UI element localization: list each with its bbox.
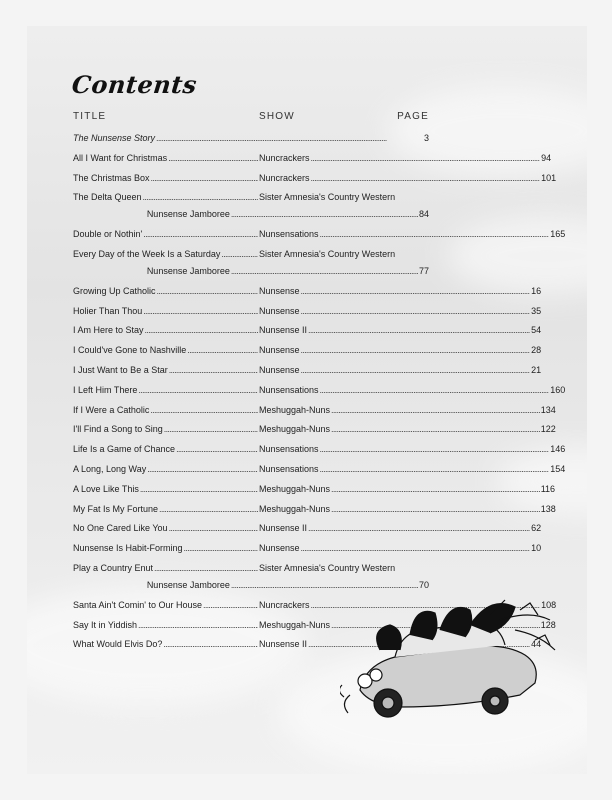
leader-dots: [301, 283, 531, 300]
entry-show: Nunsense: [259, 543, 300, 554]
entry-show: Nunsensations: [259, 384, 319, 395]
entry-page: 154: [550, 463, 566, 474]
entry-show: Nunsense: [259, 285, 300, 296]
table-row: [73, 461, 566, 478]
entry-show: Meshuggah-Nuns: [259, 424, 331, 435]
entry-title: Double or Nothin': [73, 229, 143, 240]
entry-page: 70: [418, 579, 429, 590]
entry-page: 116: [540, 483, 556, 494]
entry-title: No One Cared Like You: [73, 523, 168, 534]
entry-show: Meshuggah-Nuns: [259, 483, 331, 494]
entry-show-continued: Nunsense Jamboree: [146, 265, 230, 276]
entry-page: 94: [541, 152, 552, 163]
entry-page: 10: [531, 543, 542, 554]
leader-dots: [143, 189, 258, 206]
leader-dots: [176, 441, 258, 458]
table-row: [73, 362, 542, 379]
leader-dots: [138, 382, 258, 399]
entry-title: Every Day of the Week Is a Saturday: [73, 248, 221, 259]
table-row: [73, 226, 566, 243]
leader-dots: [151, 170, 258, 187]
entry-show: Meshuggah-Nuns: [259, 503, 331, 514]
leader-dots: [145, 322, 258, 339]
entry-page: 134: [540, 404, 556, 415]
entry-page: 21: [531, 364, 542, 375]
column-header-page: PAGE: [397, 111, 429, 122]
table-row: [73, 421, 556, 438]
entry-page: 101: [541, 172, 557, 183]
entry-title: Nunsense Is Habit-Forming: [73, 543, 183, 554]
table-row: [73, 520, 542, 537]
entry-show-continued: Nunsense Jamboree: [146, 579, 230, 590]
table-row: [73, 150, 552, 167]
entry-title: If I Were a Catholic: [73, 404, 150, 415]
table-row: [73, 501, 556, 518]
entry-page: 84: [418, 209, 429, 220]
entry-show: Nunsense II: [259, 523, 308, 534]
entry-show: Nuncrackers: [259, 599, 310, 610]
leader-dots: [168, 150, 258, 167]
leader-dots: [157, 283, 258, 300]
entry-page: 62: [531, 523, 542, 534]
leader-dots: [301, 362, 531, 379]
leader-dots: [301, 303, 531, 320]
table-row: [73, 189, 429, 223]
entry-title: Play a Country Enut: [73, 562, 154, 573]
entry-title: I Could've Gone to Nashville: [73, 345, 187, 356]
leader-dots: [308, 322, 530, 339]
entry-page: 160: [550, 384, 566, 395]
nuns-car-illustration: [340, 595, 560, 720]
entry-show: Nunsense: [259, 345, 300, 356]
entry-title: The Delta Queen: [73, 192, 142, 203]
entry-show: Nunsense: [259, 364, 300, 375]
entry-show: Sister Amnesia's Country Western: [259, 562, 396, 573]
table-row: [73, 322, 542, 339]
entry-page: 35: [531, 305, 542, 316]
intro-page: 3: [423, 133, 429, 143]
entry-show: Nunsensations: [259, 229, 319, 240]
leader-dots: [184, 540, 258, 557]
leader-dots: [320, 226, 550, 243]
entry-page: 16: [531, 285, 542, 296]
leader-dots: [169, 520, 258, 537]
table-row: [73, 170, 557, 187]
entry-page: 146: [550, 444, 566, 455]
entry-title: I'll Find a Song to Sing: [73, 424, 163, 435]
leader-dots: [221, 246, 258, 263]
leader-dots: [187, 342, 258, 359]
entry-title: Holier Than Thou: [73, 305, 143, 316]
entry-page: 54: [531, 325, 542, 336]
leader-dots: [147, 461, 258, 478]
table-row: [73, 402, 556, 419]
table-row: [73, 560, 429, 594]
entry-title: What Would Elvis Do?: [73, 639, 163, 650]
leader-dots: [140, 481, 258, 498]
leader-dots: [231, 263, 418, 280]
leader-dots: [159, 501, 258, 518]
entry-show: Nunsensations: [259, 463, 319, 474]
leader-dots: [311, 150, 541, 167]
entry-show: Nunsense II: [259, 325, 308, 336]
intro-row: [73, 130, 429, 147]
leader-dots: [203, 597, 258, 614]
intro-title: The Nunsense Story: [73, 133, 156, 143]
entry-show: Nuncrackers: [259, 172, 310, 183]
entry-title: All I Want for Christmas: [73, 152, 168, 163]
page-title: Contents: [70, 70, 199, 99]
leader-dots: [311, 170, 541, 187]
leader-dots: [163, 636, 258, 653]
entry-title: The Christmas Box: [73, 172, 150, 183]
entry-title: I Am Here to Stay: [73, 325, 144, 336]
table-row: [73, 246, 429, 280]
entry-show: Nuncrackers: [259, 152, 310, 163]
entry-page: 128: [540, 619, 556, 630]
entry-title: A Long, Long Way: [73, 463, 147, 474]
leader-dots: [320, 441, 550, 458]
entry-title: Life Is a Game of Chance: [73, 444, 176, 455]
entry-title: I Left Him There: [73, 384, 138, 395]
entry-show: Meshuggah-Nuns: [259, 619, 331, 630]
leader-dots: [231, 577, 418, 594]
table-row: [73, 540, 542, 557]
entry-page: 122: [540, 424, 556, 435]
entry-show: Meshuggah-Nuns: [259, 404, 331, 415]
leader-dots: [320, 461, 550, 478]
leader-dots: [331, 421, 540, 438]
entry-title: Santa Ain't Comin' to Our House: [73, 599, 203, 610]
leader-dots: [143, 303, 258, 320]
table-row: [73, 441, 566, 458]
table-row: [73, 481, 556, 498]
column-header-title: TITLE: [73, 111, 107, 122]
leader-dots: [154, 560, 258, 577]
entry-page: 138: [540, 503, 556, 514]
column-header-show: SHOW: [259, 111, 295, 122]
entry-title: Say It in Yiddish: [73, 619, 138, 630]
table-row: [73, 382, 566, 399]
entry-page: 108: [541, 599, 557, 610]
leader-dots: [320, 382, 550, 399]
entry-title: My Fat Is My Fortune: [73, 503, 159, 514]
leader-dots: [331, 501, 540, 518]
entry-show: Sister Amnesia's Country Western: [259, 192, 396, 203]
table-row: [73, 303, 542, 320]
entry-title: I Just Want to Be a Star: [73, 364, 168, 375]
entry-show-continued: Nunsense Jamboree: [146, 209, 230, 220]
entry-page: 44: [531, 639, 542, 650]
leader-dots: [308, 520, 530, 537]
entry-title: A Love Like This: [73, 483, 139, 494]
leader-dots: [143, 226, 258, 243]
leader-dots: [301, 342, 531, 359]
entry-title: Growing Up Catholic: [73, 285, 156, 296]
entry-show: Nunsense II: [259, 639, 308, 650]
leader-dots: [150, 402, 258, 419]
leader-dots: [301, 540, 531, 557]
leader-dots: [138, 617, 258, 634]
entry-page: 165: [550, 229, 566, 240]
leader-dots: [331, 481, 540, 498]
entry-show: Nunsense: [259, 305, 300, 316]
leader-dots: [169, 362, 258, 379]
entry-show: Sister Amnesia's Country Western: [259, 248, 396, 259]
table-row: [73, 283, 542, 300]
entry-page: 77: [418, 265, 429, 276]
leader-dots: [331, 402, 540, 419]
entry-show: Nunsensations: [259, 444, 319, 455]
table-row: [73, 342, 542, 359]
leader-dots: [231, 206, 418, 223]
contents-list: [73, 130, 566, 656]
leader-dots: [164, 421, 258, 438]
entry-page: 28: [531, 345, 542, 356]
